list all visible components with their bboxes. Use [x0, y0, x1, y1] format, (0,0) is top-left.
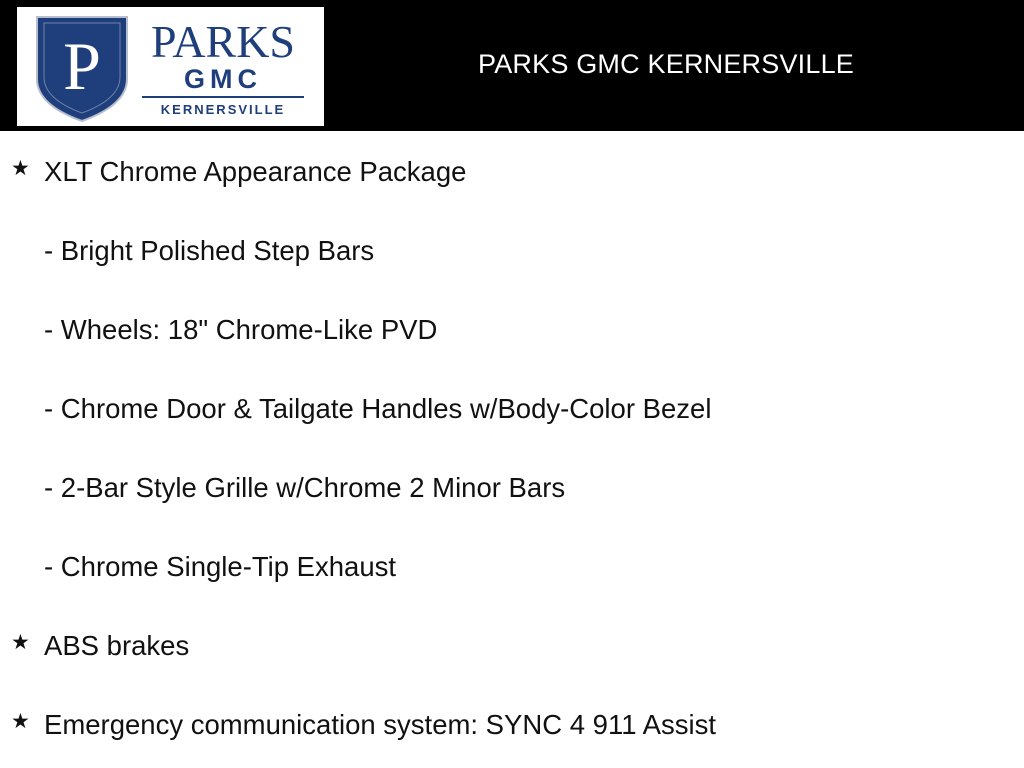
feature-text: - 2-Bar Style Grille w/Chrome 2 Minor Bars — [44, 472, 566, 503]
feature-text: - Chrome Single-Tip Exhaust — [44, 551, 397, 582]
feature-subitem — [0, 310, 1024, 350]
star-icon: ★ — [11, 710, 30, 733]
feature-text: - Wheels: 18" Chrome-Like PVD — [44, 314, 438, 345]
star-icon: ★ — [11, 157, 30, 180]
feature-subitem — [0, 468, 1024, 508]
feature-text: XLT Chrome Appearance Package — [44, 156, 467, 187]
feature-text: ABS brakes — [44, 630, 190, 661]
feature-text: - Chrome Door & Tailgate Handles w/Body-Color Bezel — [44, 393, 712, 424]
feature-text: - Bright Polished Step Bars — [44, 235, 375, 266]
dealer-name-title: PARKS GMC KERNERSVILLE — [478, 49, 855, 79]
feature-subitem — [0, 231, 1024, 271]
logo-shield-letter: P — [63, 28, 101, 104]
logo-wordmark-parks: PARKS — [150, 16, 296, 67]
logo-wordmark-gmc: GMC — [184, 64, 262, 94]
feature-subitem — [0, 389, 1024, 429]
logo-wordmark-location: KERNERSVILLE — [160, 102, 286, 117]
star-icon: ★ — [11, 631, 30, 654]
feature-item — [0, 626, 1024, 666]
feature-text: Emergency communication system: SYNC 4 911 Assist — [44, 709, 716, 740]
feature-item — [0, 152, 1024, 192]
feature-item — [0, 705, 1024, 745]
feature-subitem — [0, 547, 1024, 587]
